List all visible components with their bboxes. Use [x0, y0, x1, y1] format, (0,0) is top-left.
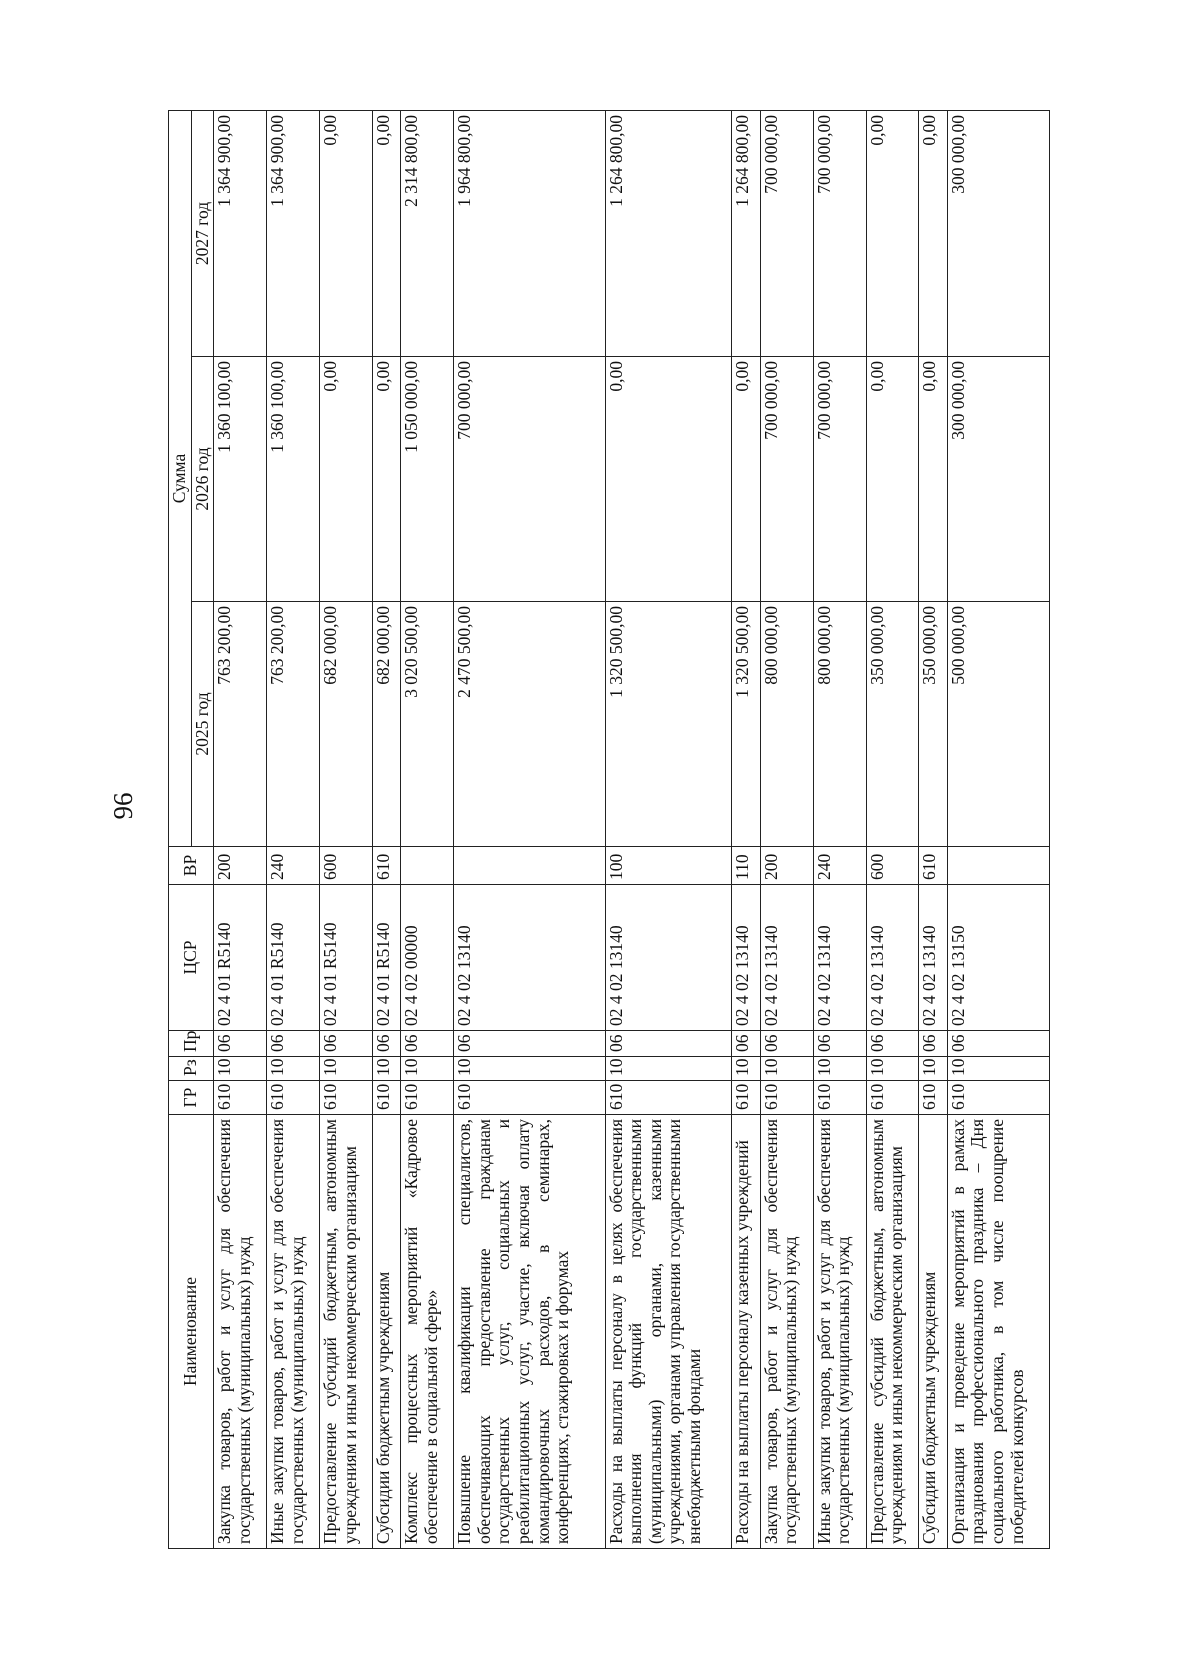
table-row	[373, 110, 401, 1548]
cell-name: Иные закупки товаров, работ и услуг для обеспечения государственных (муниципальных) нужд	[813, 1115, 866, 1549]
cell-2025: 2 470 500,00	[454, 602, 605, 847]
cell-2026: 700 000,00	[760, 357, 813, 602]
cell-rz: 10	[214, 1057, 267, 1081]
cell-name: Субсидии бюджетным учреждениям	[373, 1115, 401, 1549]
header-csr: ЦСР	[169, 885, 214, 1031]
cell-rz: 10	[866, 1057, 919, 1081]
cell-2025: 1 320 500,00	[605, 602, 732, 847]
cell-pr: 06	[454, 1031, 605, 1057]
cell-name: Субсидии бюджетным учреждениям	[919, 1115, 947, 1549]
cell-rz: 10	[919, 1057, 947, 1081]
cell-2026: 1 360 100,00	[214, 357, 267, 602]
cell-2027: 0,00	[320, 110, 373, 356]
table-row	[320, 110, 373, 1548]
cell-2027: 300 000,00	[947, 110, 1049, 356]
page-number: 96	[108, 792, 138, 820]
table-row	[919, 110, 947, 1548]
cell-csr: 02 4 01 R5140	[320, 885, 373, 1031]
cell-gr: 610	[454, 1081, 605, 1115]
cell-vr: 240	[813, 847, 866, 885]
header-2027: 2027 год	[191, 110, 214, 356]
cell-2026: 700 000,00	[454, 357, 605, 602]
cell-rz: 10	[373, 1057, 401, 1081]
cell-2027: 1 964 800,00	[454, 110, 605, 356]
cell-pr: 06	[605, 1031, 732, 1057]
cell-2026: 1 050 000,00	[401, 357, 454, 602]
cell-2027: 1 264 800,00	[732, 110, 760, 356]
table-body	[214, 110, 1050, 1548]
cell-name: Повышение квалификации специалистов, обеспечивающих предоставление гражданам государственных услуг, социальных и реабилитационных услуг, участие, включая оплату командировочных расходов, в семинарах, конференциях, стажировках и форумах	[454, 1115, 605, 1549]
cell-2027: 2 314 800,00	[401, 110, 454, 356]
cell-2027: 1 364 900,00	[214, 110, 267, 356]
cell-2025: 500 000,00	[947, 602, 1049, 847]
cell-rz: 10	[401, 1057, 454, 1081]
cell-2026: 300 000,00	[947, 357, 1049, 602]
table-row	[454, 110, 605, 1548]
cell-2025: 1 320 500,00	[732, 602, 760, 847]
cell-gr: 610	[813, 1081, 866, 1115]
cell-rz: 10	[320, 1057, 373, 1081]
header-sum: Сумма	[169, 110, 192, 846]
budget-table	[168, 110, 1050, 1549]
cell-name: Организация и проведение мероприятий в рамках празднования профессионального праздника – Дня социального работника, в том числе поощрение победителей конкурсов	[947, 1115, 1049, 1549]
cell-csr: 02 4 02 13140	[605, 885, 732, 1031]
cell-gr: 610	[373, 1081, 401, 1115]
cell-name: Закупка товаров, работ и услуг для обеспечения государственных (муниципальных) нужд	[214, 1115, 267, 1549]
cell-pr: 06	[401, 1031, 454, 1057]
table-row	[866, 110, 919, 1548]
cell-rz: 10	[760, 1057, 813, 1081]
cell-rz: 10	[454, 1057, 605, 1081]
cell-name: Предоставление субсидий бюджетным, автономным учреждениям и иным некоммерческим организациям	[320, 1115, 373, 1549]
cell-csr: 02 4 01 R5140	[373, 885, 401, 1031]
cell-rz: 10	[947, 1057, 1049, 1081]
header-rz: Рз	[169, 1057, 214, 1081]
cell-2027: 700 000,00	[813, 110, 866, 356]
table-row	[605, 110, 732, 1548]
cell-csr: 02 4 01 R5140	[267, 885, 320, 1031]
cell-vr: 600	[866, 847, 919, 885]
cell-gr: 610	[267, 1081, 320, 1115]
header-pr: Пр	[169, 1031, 214, 1057]
cell-csr: 02 4 02 13150	[947, 885, 1049, 1031]
cell-csr: 02 4 02 13140	[760, 885, 813, 1031]
cell-rz: 10	[605, 1057, 732, 1081]
cell-2025: 682 000,00	[320, 602, 373, 847]
cell-pr: 06	[947, 1031, 1049, 1057]
table-row	[732, 110, 760, 1548]
cell-gr: 610	[732, 1081, 760, 1115]
cell-vr	[454, 847, 605, 885]
cell-pr: 06	[732, 1031, 760, 1057]
cell-csr: 02 4 01 R5140	[214, 885, 267, 1031]
cell-2026: 700 000,00	[813, 357, 866, 602]
cell-rz: 10	[732, 1057, 760, 1081]
header-vr: ВР	[169, 847, 214, 885]
cell-name: Закупка товаров, работ и услуг для обеспечения государственных (муниципальных) нужд	[760, 1115, 813, 1549]
cell-name: Предоставление субсидий бюджетным, автономным учреждениям и иным некоммерческим организациям	[866, 1115, 919, 1549]
cell-csr: 02 4 02 13140	[813, 885, 866, 1031]
cell-2025: 800 000,00	[813, 602, 866, 847]
cell-csr: 02 4 02 13140	[919, 885, 947, 1031]
table-row	[947, 110, 1049, 1548]
cell-2026: 0,00	[919, 357, 947, 602]
cell-vr: 200	[760, 847, 813, 885]
cell-pr: 06	[214, 1031, 267, 1057]
cell-2026: 1 360 100,00	[267, 357, 320, 602]
cell-csr: 02 4 02 13140	[454, 885, 605, 1031]
header-gr: ГР	[169, 1081, 214, 1115]
cell-2025: 800 000,00	[760, 602, 813, 847]
cell-csr: 02 4 02 13140	[866, 885, 919, 1031]
cell-vr	[401, 847, 454, 885]
cell-name: Расходы на выплаты персоналу в целях обеспечения выполнения функций государственными (муниципальными) органами, казенными учреждениями, органами управления государственными внебюджетными фондами	[605, 1115, 732, 1549]
cell-2027: 700 000,00	[760, 110, 813, 356]
cell-name: Комплекс процессных мероприятий «Кадровое обеспечение в социальной сфере»	[401, 1115, 454, 1549]
cell-2026: 0,00	[866, 357, 919, 602]
cell-vr	[947, 847, 1049, 885]
cell-pr: 06	[919, 1031, 947, 1057]
cell-2025: 350 000,00	[919, 602, 947, 847]
cell-2025: 763 200,00	[214, 602, 267, 847]
cell-gr: 610	[605, 1081, 732, 1115]
cell-gr: 610	[401, 1081, 454, 1115]
cell-vr: 600	[320, 847, 373, 885]
cell-vr: 610	[919, 847, 947, 885]
cell-2027: 0,00	[866, 110, 919, 356]
header-name: Наименование	[169, 1115, 214, 1549]
table-row	[813, 110, 866, 1548]
table-row	[267, 110, 320, 1548]
cell-vr: 240	[267, 847, 320, 885]
cell-2025: 3 020 500,00	[401, 602, 454, 847]
cell-2025: 763 200,00	[267, 602, 320, 847]
cell-pr: 06	[866, 1031, 919, 1057]
cell-vr: 100	[605, 847, 732, 885]
table-row	[760, 110, 813, 1548]
cell-gr: 610	[919, 1081, 947, 1115]
cell-gr: 610	[214, 1081, 267, 1115]
cell-pr: 06	[373, 1031, 401, 1057]
header-2026: 2026 год	[191, 357, 214, 602]
cell-2025: 350 000,00	[866, 602, 919, 847]
cell-2027: 0,00	[373, 110, 401, 356]
cell-gr: 610	[866, 1081, 919, 1115]
cell-pr: 06	[320, 1031, 373, 1057]
cell-name: Иные закупки товаров, работ и услуг для обеспечения государственных (муниципальных) нужд	[267, 1115, 320, 1549]
cell-pr: 06	[760, 1031, 813, 1057]
cell-name: Расходы на выплаты персоналу казенных учреждений	[732, 1115, 760, 1549]
cell-gr: 610	[760, 1081, 813, 1115]
header-2025: 2025 год	[191, 602, 214, 847]
cell-2027: 1 264 800,00	[605, 110, 732, 356]
cell-2026: 0,00	[373, 357, 401, 602]
cell-2027: 1 364 900,00	[267, 110, 320, 356]
cell-2027: 0,00	[919, 110, 947, 356]
table-row	[401, 110, 454, 1548]
budget-table-rotated	[168, 111, 1050, 1549]
cell-rz: 10	[267, 1057, 320, 1081]
cell-csr: 02 4 02 13140	[732, 885, 760, 1031]
cell-csr: 02 4 02 00000	[401, 885, 454, 1031]
cell-rz: 10	[813, 1057, 866, 1081]
cell-vr: 610	[373, 847, 401, 885]
table-row	[214, 110, 267, 1548]
cell-2026: 0,00	[605, 357, 732, 602]
cell-2026: 0,00	[732, 357, 760, 602]
cell-pr: 06	[813, 1031, 866, 1057]
cell-gr: 610	[947, 1081, 1049, 1115]
cell-2026: 0,00	[320, 357, 373, 602]
cell-gr: 610	[320, 1081, 373, 1115]
cell-vr: 200	[214, 847, 267, 885]
cell-pr: 06	[267, 1031, 320, 1057]
cell-2025: 682 000,00	[373, 602, 401, 847]
cell-vr: 110	[732, 847, 760, 885]
